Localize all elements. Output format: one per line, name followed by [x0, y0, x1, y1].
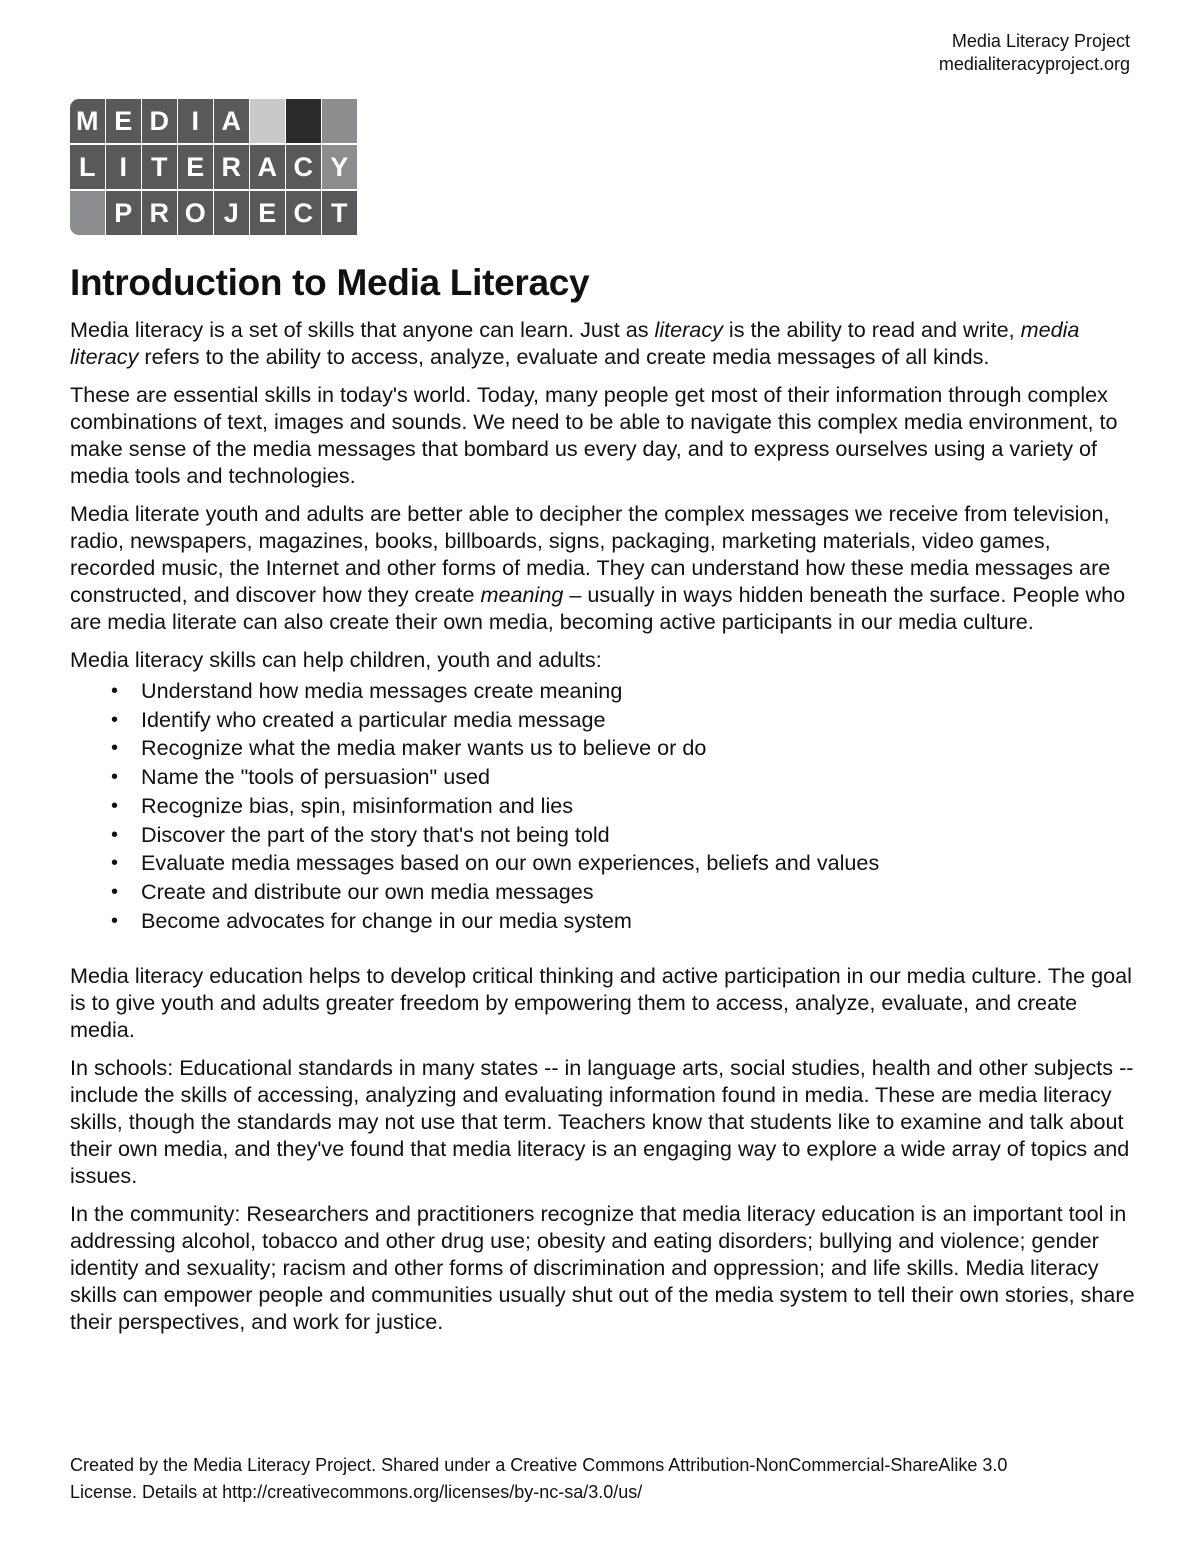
list-item-text: Name the "tools of persuasion" used	[141, 764, 491, 790]
list-item-text: Recognize what the media maker wants us to believe or do	[141, 735, 707, 761]
text-span: Media literacy is a set of skills that anyone can learn. Just as	[70, 317, 655, 342]
logo-tile: Y	[322, 145, 357, 189]
bullet-icon: •	[111, 794, 119, 817]
document-body	[70, 258, 1135, 1335]
list-item	[70, 821, 1135, 850]
list-item-text: Become advocates for change in our media system	[141, 907, 632, 933]
media-literate-paragraph	[70, 500, 1135, 635]
list-item	[70, 677, 1135, 706]
license-footer	[70, 1452, 1135, 1506]
org-name: Media Literacy Project	[951, 31, 1130, 51]
bullet-icon: •	[111, 737, 119, 760]
logo-tile: R	[142, 191, 177, 235]
skills-list	[70, 677, 1135, 935]
logo-tile: C	[286, 191, 321, 235]
community-paragraph: In the community: Researchers and practitioners recognize that media literacy education is an important tool in addressing alcohol, tobacco and other drug use; obesity and eating disorders; bullying and violence; gender identity and sexuality; racism and other forms of discrimination and oppression; and life skills. Media literacy skills can empower people and communities usually shut out of the media system to tell their own stories, share their perspectives, and work for justice.	[70, 1201, 1135, 1335]
list-item-text: Recognize bias, spin, misinformation and lies	[141, 792, 574, 818]
logo-tile: E	[178, 145, 213, 189]
bullet-icon: •	[111, 909, 119, 932]
logo-tile: A	[214, 99, 249, 143]
logo-tile: P	[106, 191, 141, 235]
logo-tile: D	[142, 99, 177, 143]
logo-tile: C	[286, 145, 321, 189]
logo-tile: I	[178, 99, 213, 143]
text-span: – usually in ways hidden beneath the surface. People who are media literate can also create their own media, becoming active participants in our media culture.	[70, 582, 1126, 634]
list-item	[70, 734, 1135, 763]
list-item-text: Evaluate media messages based on our own experiences, beliefs and values	[141, 850, 880, 876]
essential-skills-paragraph: These are essential skills in today's world. Today, many people get most of their information through complex combinations of text, images and sounds. We need to be able to navigate this complex media environment, to make sense of the media messages that bombard us every day, and to express ourselves using a variety of media tools and technologies.	[70, 382, 1118, 488]
bullet-icon: •	[111, 680, 119, 702]
logo-tile: T	[142, 145, 177, 189]
footer-line-2: License. Details at http://creativecommons.org/licenses/by-nc-sa/3.0/us/	[70, 1482, 643, 1502]
list-item-text: Create and distribute our own media messages	[141, 878, 594, 904]
logo-row-literacy	[70, 145, 357, 189]
media-literacy-project-logo	[70, 99, 394, 235]
logo-tile: J	[214, 191, 249, 235]
list-item-text: Identify who created a particular media message	[141, 706, 606, 732]
list-item	[70, 763, 1135, 792]
bullet-icon: •	[111, 708, 119, 731]
education-paragraph: Media literacy education helps to develop critical thinking and active participation in our media culture. The goal is to give youth and adults greater freedom by empowering them to access, analyze, evaluate, and create media.	[70, 963, 1132, 1043]
text-span: refers to the ability to access, analyze, evaluate and create media messages of all kinds.	[138, 344, 990, 369]
list-item	[70, 706, 1135, 735]
list-item	[70, 907, 1135, 936]
list-item	[70, 792, 1135, 821]
text-span: is the ability to read and write,	[722, 317, 1021, 342]
bullet-icon: •	[111, 852, 119, 875]
bullet-icon: •	[111, 766, 119, 789]
intro-paragraph	[70, 316, 1135, 370]
header-info	[939, 30, 1130, 76]
list-item	[70, 878, 1135, 907]
text-span: Media literate youth and adults are better able to decipher the complex messages we receive from television, radio, newspapers, magazines, books, billboards, signs, packaging, marketing materials, video games, recorded music, the Internet and other forms of media. They can understand how these media messages are constructed, and discover how they create	[70, 501, 1111, 607]
logo-tile: T	[322, 191, 357, 235]
list-item-text: Understand how media messages create meaning	[141, 678, 623, 703]
logo-tile: O	[178, 191, 213, 235]
logo-tile: E	[106, 99, 141, 143]
list-item-text: Discover the part of the story that's not being told	[141, 821, 610, 847]
emphasis-meaning: meaning	[480, 582, 564, 607]
logo-tile: I	[106, 145, 141, 189]
logo-tile	[286, 99, 321, 143]
page-title: Introduction to Media Literacy	[70, 262, 590, 303]
logo-tile	[322, 99, 357, 143]
logo-tile: A	[250, 145, 285, 189]
bullet-icon: •	[111, 880, 119, 903]
logo-tile: L	[70, 145, 105, 189]
website-link[interactable]: medialiteracyproject.org	[938, 54, 1130, 74]
bullet-icon: •	[111, 823, 119, 846]
emphasis-media-literacy: media literacy	[70, 317, 1080, 369]
footer-line-1: Created by the Media Literacy Project. Shared under a Creative Commons Attribution-NonCommercial-ShareAlike 3.0	[70, 1455, 1008, 1475]
logo-tile	[70, 191, 105, 235]
logo-row-project	[70, 191, 357, 235]
list-item	[70, 849, 1135, 878]
schools-paragraph: In schools: Educational standards in many states -- in language arts, social studies, health and other subjects -- include the skills of accessing, analyzing and evaluating information found in media. These are media literacy skills, though the standards may not use that term. Teachers know that students like to examine and talk about their own media, and they've found that media literacy is an engaging way to explore a wide array of topics and issues.	[70, 1055, 1134, 1189]
emphasis-literacy: literacy	[654, 317, 723, 342]
logo-tile	[250, 99, 285, 143]
logo-tile: R	[214, 145, 249, 189]
logo-tile: M	[70, 99, 105, 143]
logo-row-media	[70, 99, 357, 143]
logo-tile: E	[250, 191, 285, 235]
list-intro: Media literacy skills can help children, youth and adults:	[70, 647, 602, 672]
